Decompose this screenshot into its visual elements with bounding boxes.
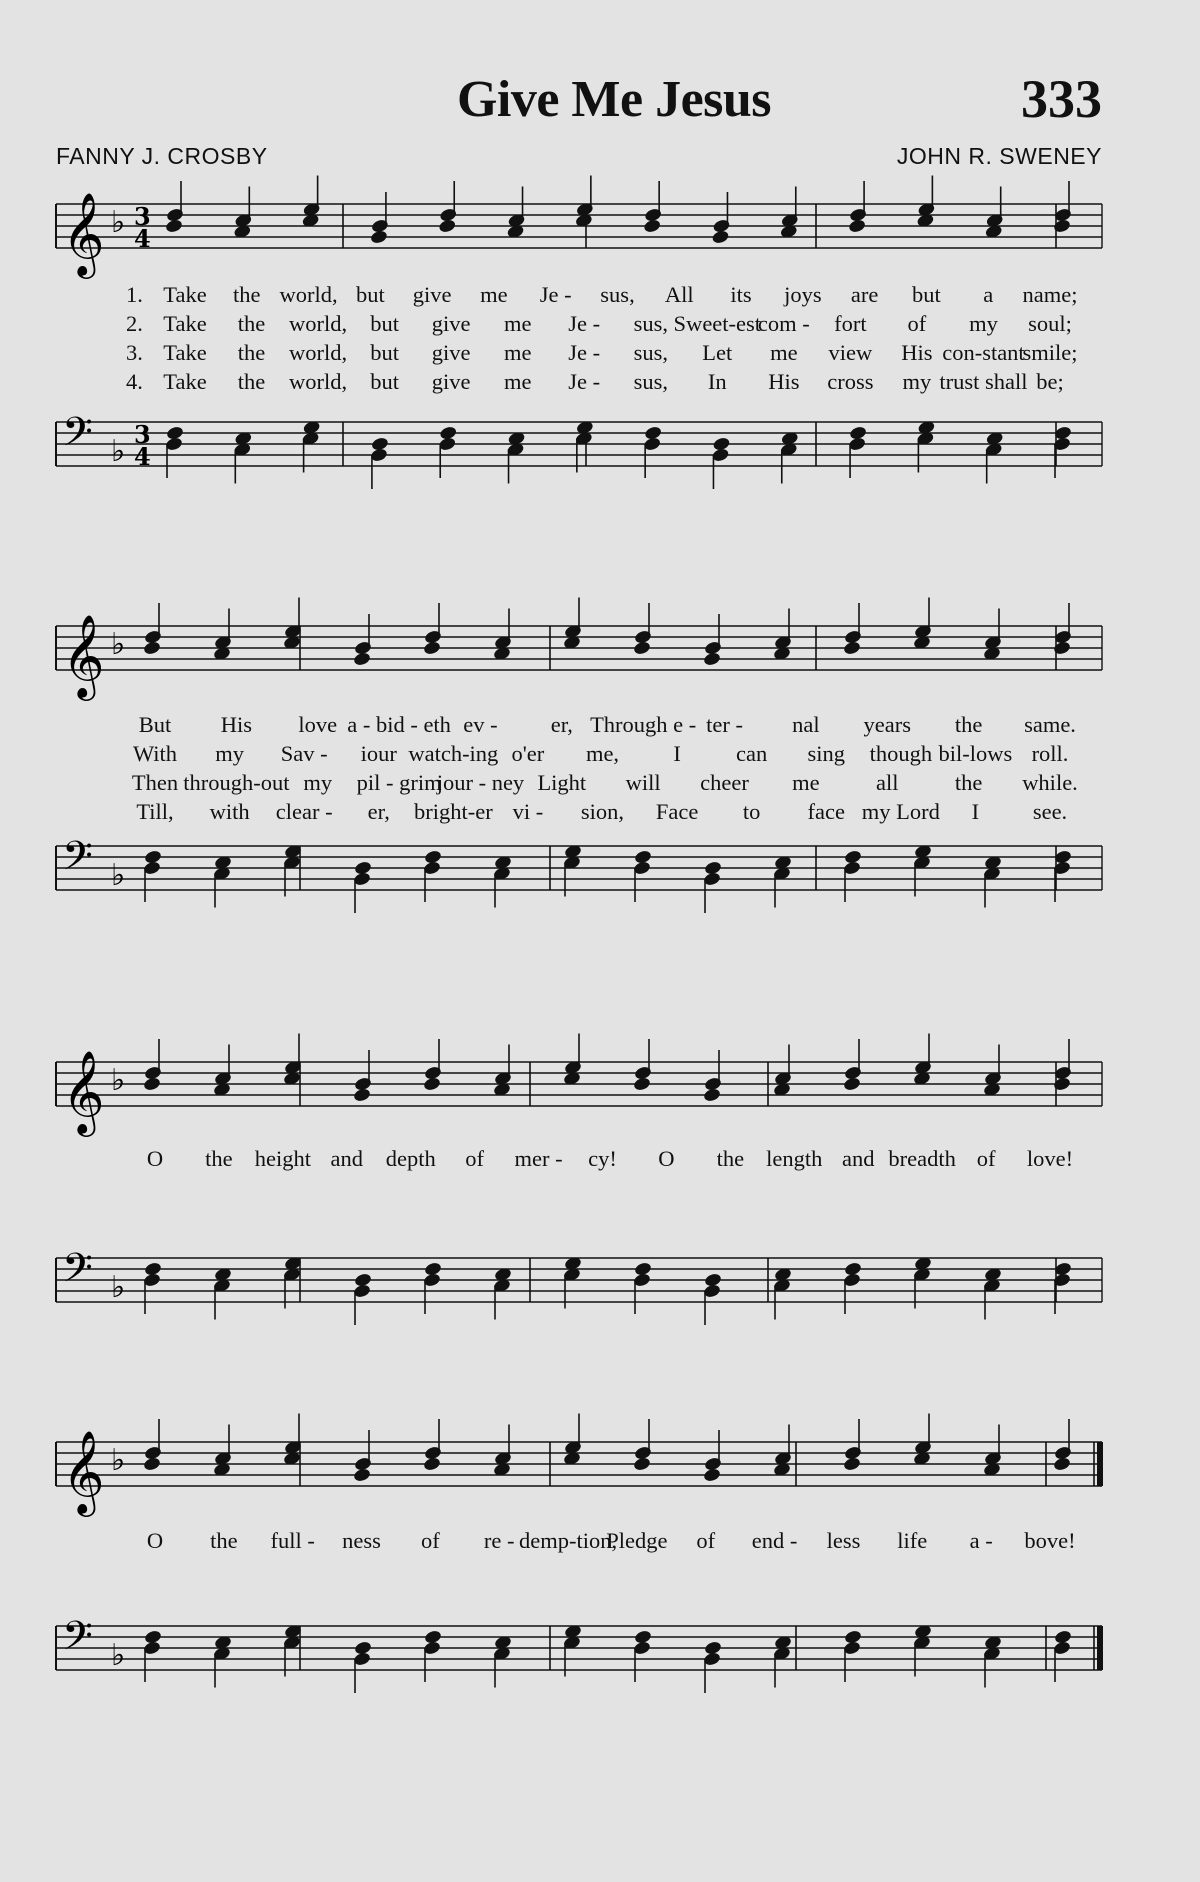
lyric-syllable: O [658,1146,675,1171]
lyric-syllable: pil - grim [356,770,442,795]
flat-key-signature-icon: ♭ [111,434,126,469]
lyric-syllable: I [971,799,980,824]
lyric-syllable: Je - [568,369,601,394]
lyric-syllable: face [807,799,845,824]
lyric-syllable: sus, [633,311,668,336]
lyric-syllable: the [954,770,983,795]
lyric-syllable: I [673,741,681,766]
lyric-syllable: sion, [580,799,625,824]
lyric-syllable: give [431,369,471,394]
lyric-syllable: Sav - [280,741,328,766]
lyric-syllable: me [770,340,798,365]
bass-clef-icon: 𝄢 [62,833,93,889]
lyric-syllable: the [237,369,266,394]
lyric-syllable: O [146,1146,164,1171]
lyric-syllable: world, [289,340,348,365]
lyric-syllable: though [869,741,933,766]
bass-staff [56,1613,1102,1693]
lyric-syllable: vi - [512,799,544,824]
lyric-syllable: of [465,1146,485,1171]
lyric-syllable: to [742,799,761,824]
verse-number: 3. [126,340,143,365]
lyric-syllable: Then [131,770,179,795]
lyrics-line [0,1528,1200,1556]
lyric-syllable: cross [827,369,874,394]
notehead [354,1640,373,1656]
notehead [634,1629,653,1645]
lyric-syllable: sus, [600,282,635,307]
lyric-syllable: ness [342,1528,381,1553]
verse-number: 2. [126,311,143,336]
lyric-syllable: see. [1032,799,1068,824]
notehead [424,1629,443,1645]
lyric-syllable: give [431,340,471,365]
lyric-syllable: sing [807,741,846,766]
lyric-syllable: nal [792,712,820,737]
lyric-syllable: my [902,369,932,394]
lyric-syllable: same. [1024,712,1076,737]
time-signature-top: 3 [134,420,151,449]
time-signature-bottom: 4 [134,224,151,253]
verse-number: 1. [126,282,143,307]
treble-clef-icon: 𝄞 [62,613,105,697]
lyric-syllable: the [237,340,266,365]
lyric-syllable: with [209,799,250,824]
lyric-syllable: Je - [568,311,601,336]
hymn-number: 333 [1021,69,1102,129]
lyric-syllable: With [132,741,178,766]
lyric-syllable: re - [483,1528,515,1553]
lyric-syllable: be; [1036,369,1064,394]
lyric-syllable: and [330,1146,364,1171]
lyric-syllable: can [736,741,768,766]
hymn-title: Give Me Jesus [456,71,772,128]
lyric-syllable: depth [385,1146,436,1171]
lyric-syllable: Pledge [606,1528,668,1553]
lyric-syllable: length [766,1146,823,1171]
lyric-syllable: me [503,369,532,394]
lyric-syllable: a [983,282,994,307]
lyric-syllable: me, [585,741,620,766]
lyric-syllable: joys [784,282,822,307]
lyric-syllable: Till, [136,799,174,824]
lyric-syllable: Je - [539,282,572,307]
lyric-syllable: years [863,712,912,737]
composer-credit: JOHN R. SWENEY [896,143,1102,169]
lyric-syllable: con-stant [942,340,1025,365]
lyric-syllable: bove! [1024,1528,1076,1553]
lyric-syllable: my Lord [861,799,940,824]
lyric-syllable: are [850,282,879,307]
lyric-syllable: sus, [633,369,668,394]
lyric-syllable: all [876,770,899,795]
lyric-syllable: fort [834,311,867,336]
lyric-syllable: mer - [514,1146,563,1171]
lyric-syllable: give [431,311,471,336]
lyric-syllable: breadth [888,1146,956,1171]
lyric-syllable: view [828,340,873,365]
lyric-syllable: His [220,712,252,737]
notehead [1054,1629,1073,1645]
treble-clef-icon: 𝄞 [62,1049,105,1133]
lyric-syllable: Take [163,369,207,394]
lyric-syllable: trust shall [939,369,1028,394]
lyric-syllable: less [826,1528,861,1553]
lyric-syllable: er, [367,799,390,824]
lyric-syllable: while. [1022,770,1078,795]
lyric-syllable: of [696,1528,716,1553]
lyric-syllable: bright-er [413,799,493,824]
bass-clef-icon: 𝄢 [62,1613,93,1669]
lyric-syllable: In [707,369,727,394]
lyric-syllable: me [503,340,532,365]
lyric-syllable: jour - ney [436,770,525,795]
lyric-syllable: life [897,1528,928,1553]
treble-clef-icon: 𝄞 [62,191,105,275]
lyric-syllable: ev - [463,712,498,737]
lyric-syllable: His [901,340,933,365]
lyric-syllable: Sweet-est [673,311,762,336]
flat-key-signature-icon: ♭ [111,1443,126,1478]
lyric-syllable: end - [751,1528,798,1553]
lyric-syllable: Take [163,311,207,336]
lyric-syllable: the [233,282,261,307]
lyric-syllable: ter - [706,712,743,737]
lyric-syllable: me [480,282,508,307]
lyric-syllable: com - [757,311,810,336]
lyric-syllable: watch-ing [408,741,499,766]
lyric-syllable: love! [1026,1146,1074,1171]
notehead [704,1640,723,1656]
lyric-syllable: the [954,712,983,737]
time-signature-top: 3 [134,202,151,231]
lyric-syllable: name; [1022,282,1078,307]
lyric-syllable: Let [702,340,733,365]
lyric-syllable: and [841,1146,875,1171]
lyric-syllable: love [298,712,338,737]
flat-key-signature-icon: ♭ [111,205,126,240]
lyric-syllable: Je - [568,340,601,365]
lyric-syllable: world, [289,369,348,394]
lyric-syllable: His [768,369,800,394]
notehead [844,1629,863,1645]
lyric-syllable: of [907,311,927,336]
lyric-syllable: cheer [700,770,749,795]
lyric-syllable: er, [550,712,573,737]
treble-clef-icon: 𝄞 [62,1429,105,1513]
lyric-syllable: through-out [183,770,290,795]
lyric-syllable: the [210,1528,238,1553]
lyric-syllable: but [912,282,941,307]
lyric-syllable: the [237,311,266,336]
bass-clef-icon: 𝄢 [62,1245,93,1301]
bass-clef-icon: 𝄢 [62,409,93,465]
lyric-syllable: demp-tion, [519,1528,618,1553]
lyric-syllable: a - bid - eth [347,712,451,737]
lyric-syllable: but [370,340,399,365]
lyric-syllable: but [370,369,399,394]
lyric-syllable: my [303,770,333,795]
lyric-syllable: Through e - [590,712,697,737]
lyric-syllable: my [215,741,244,766]
flat-key-signature-icon: ♭ [111,1638,126,1673]
lyric-syllable: But [138,712,172,737]
lyric-syllable: will [625,770,661,795]
lyric-syllable: world, [279,282,338,307]
lyric-syllable: world, [289,311,348,336]
lyric-syllable: of [976,1146,996,1171]
lyric-syllable: soul; [1028,311,1072,336]
lyric-syllable: of [421,1528,440,1553]
lyric-syllable: O [146,1528,164,1553]
lyric-syllable: All [664,282,694,307]
lyric-syllable: a - [969,1528,993,1553]
lyric-syllable: Face [655,799,699,824]
lyric-syllable: roll. [1031,741,1069,766]
lyric-syllable: Take [163,282,207,307]
lyric-syllable: iour [360,741,397,766]
lyric-syllable: give [412,282,452,307]
lyric-syllable: clear - [275,799,333,824]
flat-key-signature-icon: ♭ [111,858,126,893]
lyric-syllable: my [969,311,998,336]
lyric-syllable: full - [270,1528,315,1553]
lyric-syllable: o'er [511,741,545,766]
lyric-syllable: the [716,1146,745,1171]
lyric-syllable: smile; [1022,340,1078,365]
lyric-syllable: sus, [633,340,668,365]
lyric-syllable: Light [537,770,587,795]
lyric-syllable: me [792,770,820,795]
flat-key-signature-icon: ♭ [111,1063,126,1098]
lyric-syllable: Take [163,340,207,365]
lyric-syllable: bil-lows [938,741,1013,766]
lyric-syllable: the [205,1146,233,1171]
lyric-syllable: but [355,282,385,307]
lyric-syllable: cy! [588,1146,617,1171]
lyric-syllable: but [370,311,399,336]
lyricist-credit: FANNY J. CROSBY [56,143,268,169]
notehead [144,1629,163,1645]
treble-staff [56,1414,1102,1518]
flat-key-signature-icon: ♭ [111,627,126,662]
verse-number: 4. [126,369,143,394]
time-signature-bottom: 4 [134,442,151,471]
lyric-syllable: height [254,1146,311,1171]
flat-key-signature-icon: ♭ [111,1270,126,1305]
lyric-syllable: its [730,282,752,307]
lyric-syllable: me [503,311,532,336]
